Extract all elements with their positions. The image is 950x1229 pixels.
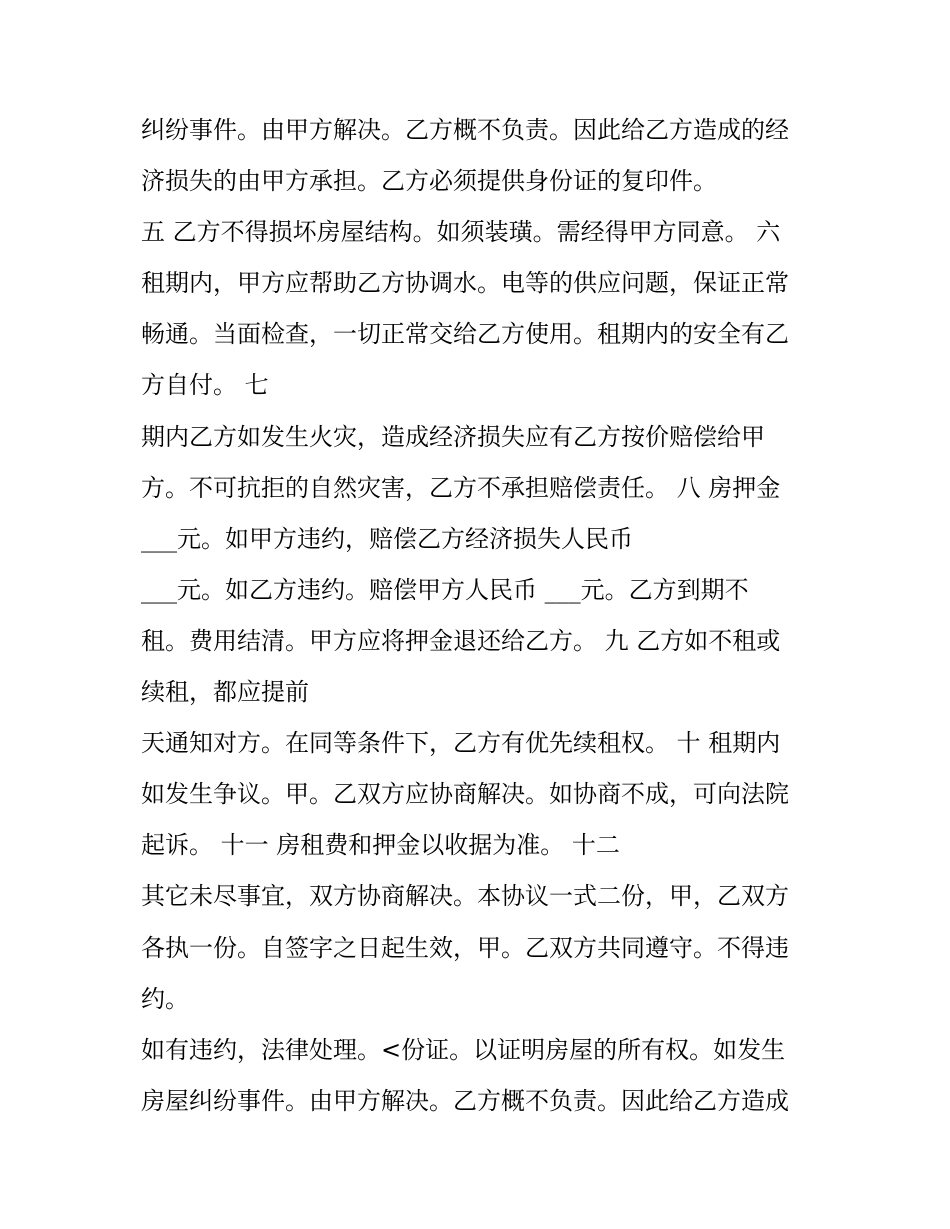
text-line-14: 如发生争议。甲。乙双方应协商解决。如协商不成，可向法院 [141,780,789,809]
text-line-9: ___元。如甲方违约，赔偿乙方经济损失人民币 [141,524,633,553]
contract-text [141,105,831,1127]
text-line-7: 期内乙方如发生火灾，造成经济损失应有乙方按价赔偿给甲 [141,422,765,451]
text-line-18: 约。 [141,984,189,1013]
text-line-4: 租期内，甲方应帮助乙方协调水。电等的供应问题，保证正常 [141,269,789,298]
text-line-19: 如有违约，法律处理。<份证。以证明房屋的所有权。如发生 [141,1035,786,1064]
text-line-13: 天通知对方。在同等条件下，乙方有优先续租权。 十 租期内 [141,729,781,758]
text-line-12: 续租，都应提前 [141,678,309,707]
text-line-8: 方。不可抗拒的自然灾害，乙方不承担赔偿责任。 八 房押金 [141,473,781,502]
text-line-20: 房屋纠纷事件。由甲方解决。乙方概不负责。因此给乙方造成 [141,1086,789,1115]
text-line-10: ___元。如乙方违约。赔偿甲方人民币 ___元。乙方到期不 [141,575,749,604]
text-line-6: 方自付。 七 [141,371,269,400]
text-line-15: 起诉。 十一 房租费和押金以收据为准。 十二 [141,831,620,860]
text-line-16: 其它未尽事宜，双方协商解决。本协议一式二份，甲，乙双方 [141,882,789,911]
text-line-2: 济损失的由甲方承担。乙方必须提供身份证的复印件。 [141,167,717,196]
text-line-17: 各执一份。自签字之日起生效，甲。乙双方共同遵守。不得违 [141,933,789,962]
text-line-1: 纠纷事件。由甲方解决。乙方概不负责。因此给乙方造成的经 [141,116,789,144]
text-line-11: 租。费用结清。甲方应将押金退还给乙方。 九 乙方如不租或 [141,626,781,655]
text-line-5: 畅通。当面检查，一切正常交给乙方使用。租期内的安全有乙 [141,320,789,349]
text-line-3: 五 乙方不得损坏房屋结构。如须装璜。需经得甲方同意。 六 [141,218,781,247]
